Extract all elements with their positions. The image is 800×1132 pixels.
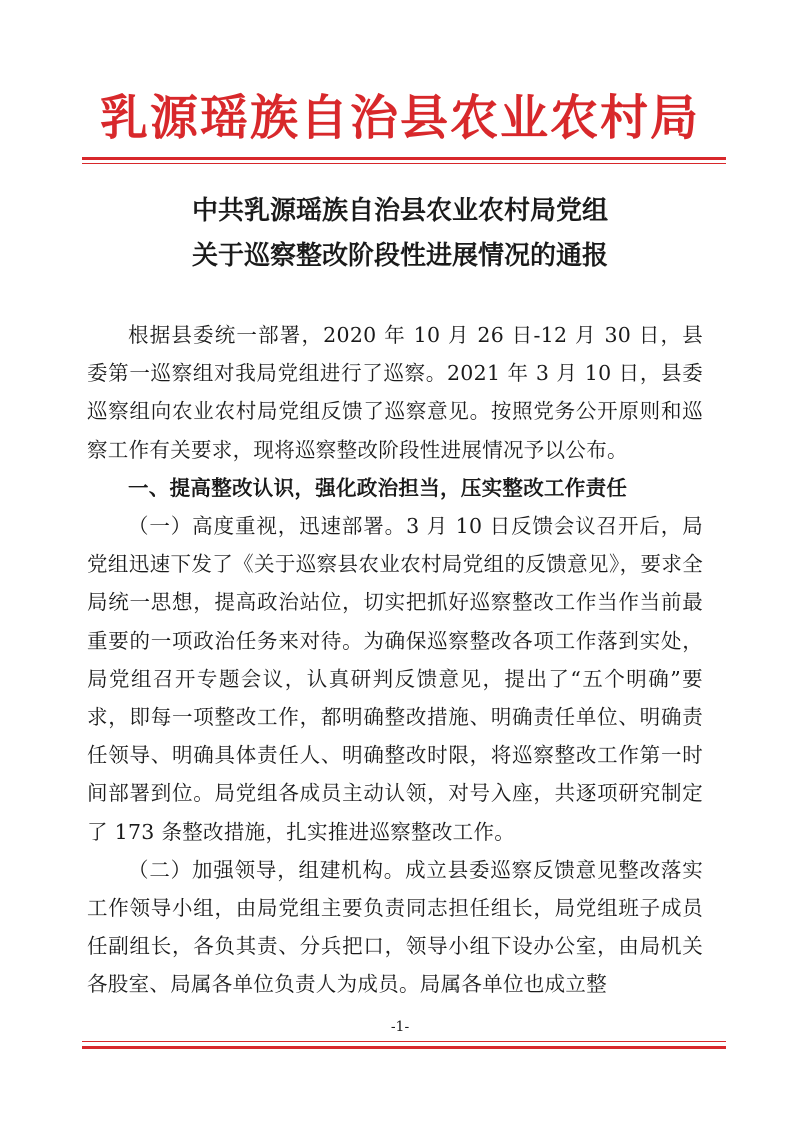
agency-masthead: 乳源瑶族自治县农业农村局 — [99, 90, 700, 146]
paragraph-2-lead: （二）加强领导，组建机构。 — [128, 857, 406, 882]
paragraph-2 — [87, 851, 703, 1004]
document-body — [87, 316, 703, 1004]
document-title-line2: 关于巡察整改阶段性进展情况的通报 — [191, 241, 608, 271]
paragraph-2-body: 成立县委巡察反馈意见整改落实工作领导小组，由局党组主要负责同志担任组长，局党组班子成员任副组长，各负其责、分兵把口，领导小组下设办公室，由局机关各股室、局属各单位负责人为成员。局属各单位也成立整 — [87, 857, 704, 997]
paragraph-1-body: 3 月 10 日反馈会议召开后，局党组迅速下发了《关于巡察县农业农村局党组的反馈意见》，要求全局统一思想，提高政治站位，切实把抓好巡察整改工作当作当前最重要的一项政治任务来对待。为确保巡察整改各项工作落到实处，局党组召开专题会议，认真研判反馈意见，提出了“五个明确”要求，即每一项整改工作，都明确整改措施、明确责任单位、明确责任领导、明确具体责任人、明确整改时限，将巡察整改工作第一时间部署到位。局党组各成员主动认领，对号入座，共逐项研究制定了 173 条整改措施，扎实推进巡察整改工作。 — [87, 514, 703, 844]
header-rule-thick — [82, 157, 726, 160]
paragraph-1-lead: （一）高度重视，迅速部署。 — [128, 514, 407, 539]
section-heading-1: 一、提高整改认识，强化政治担当，压实整改工作责任 — [128, 475, 628, 500]
footer-rule-thick — [82, 1046, 726, 1049]
page-number: -1- — [390, 1019, 410, 1035]
paragraph-1 — [87, 507, 703, 851]
header-rule-thin — [82, 163, 726, 164]
intro-paragraph: 根据县委统一部署，2020 年 10 月 26 日-12 月 30 日，县委第一巡察组对我局党组进行了巡察。2021 年 3 月 10 日，县委巡察组向农业农村局党组反馈了巡察意见。按照党务公开原则和巡察工作有关要求，现将巡察整改阶段性进展情况予以公布。 — [87, 323, 703, 462]
footer-rule-thin — [82, 1041, 726, 1042]
document-title-line1: 中共乳源瑶族自治县农业农村局党组 — [191, 196, 608, 226]
